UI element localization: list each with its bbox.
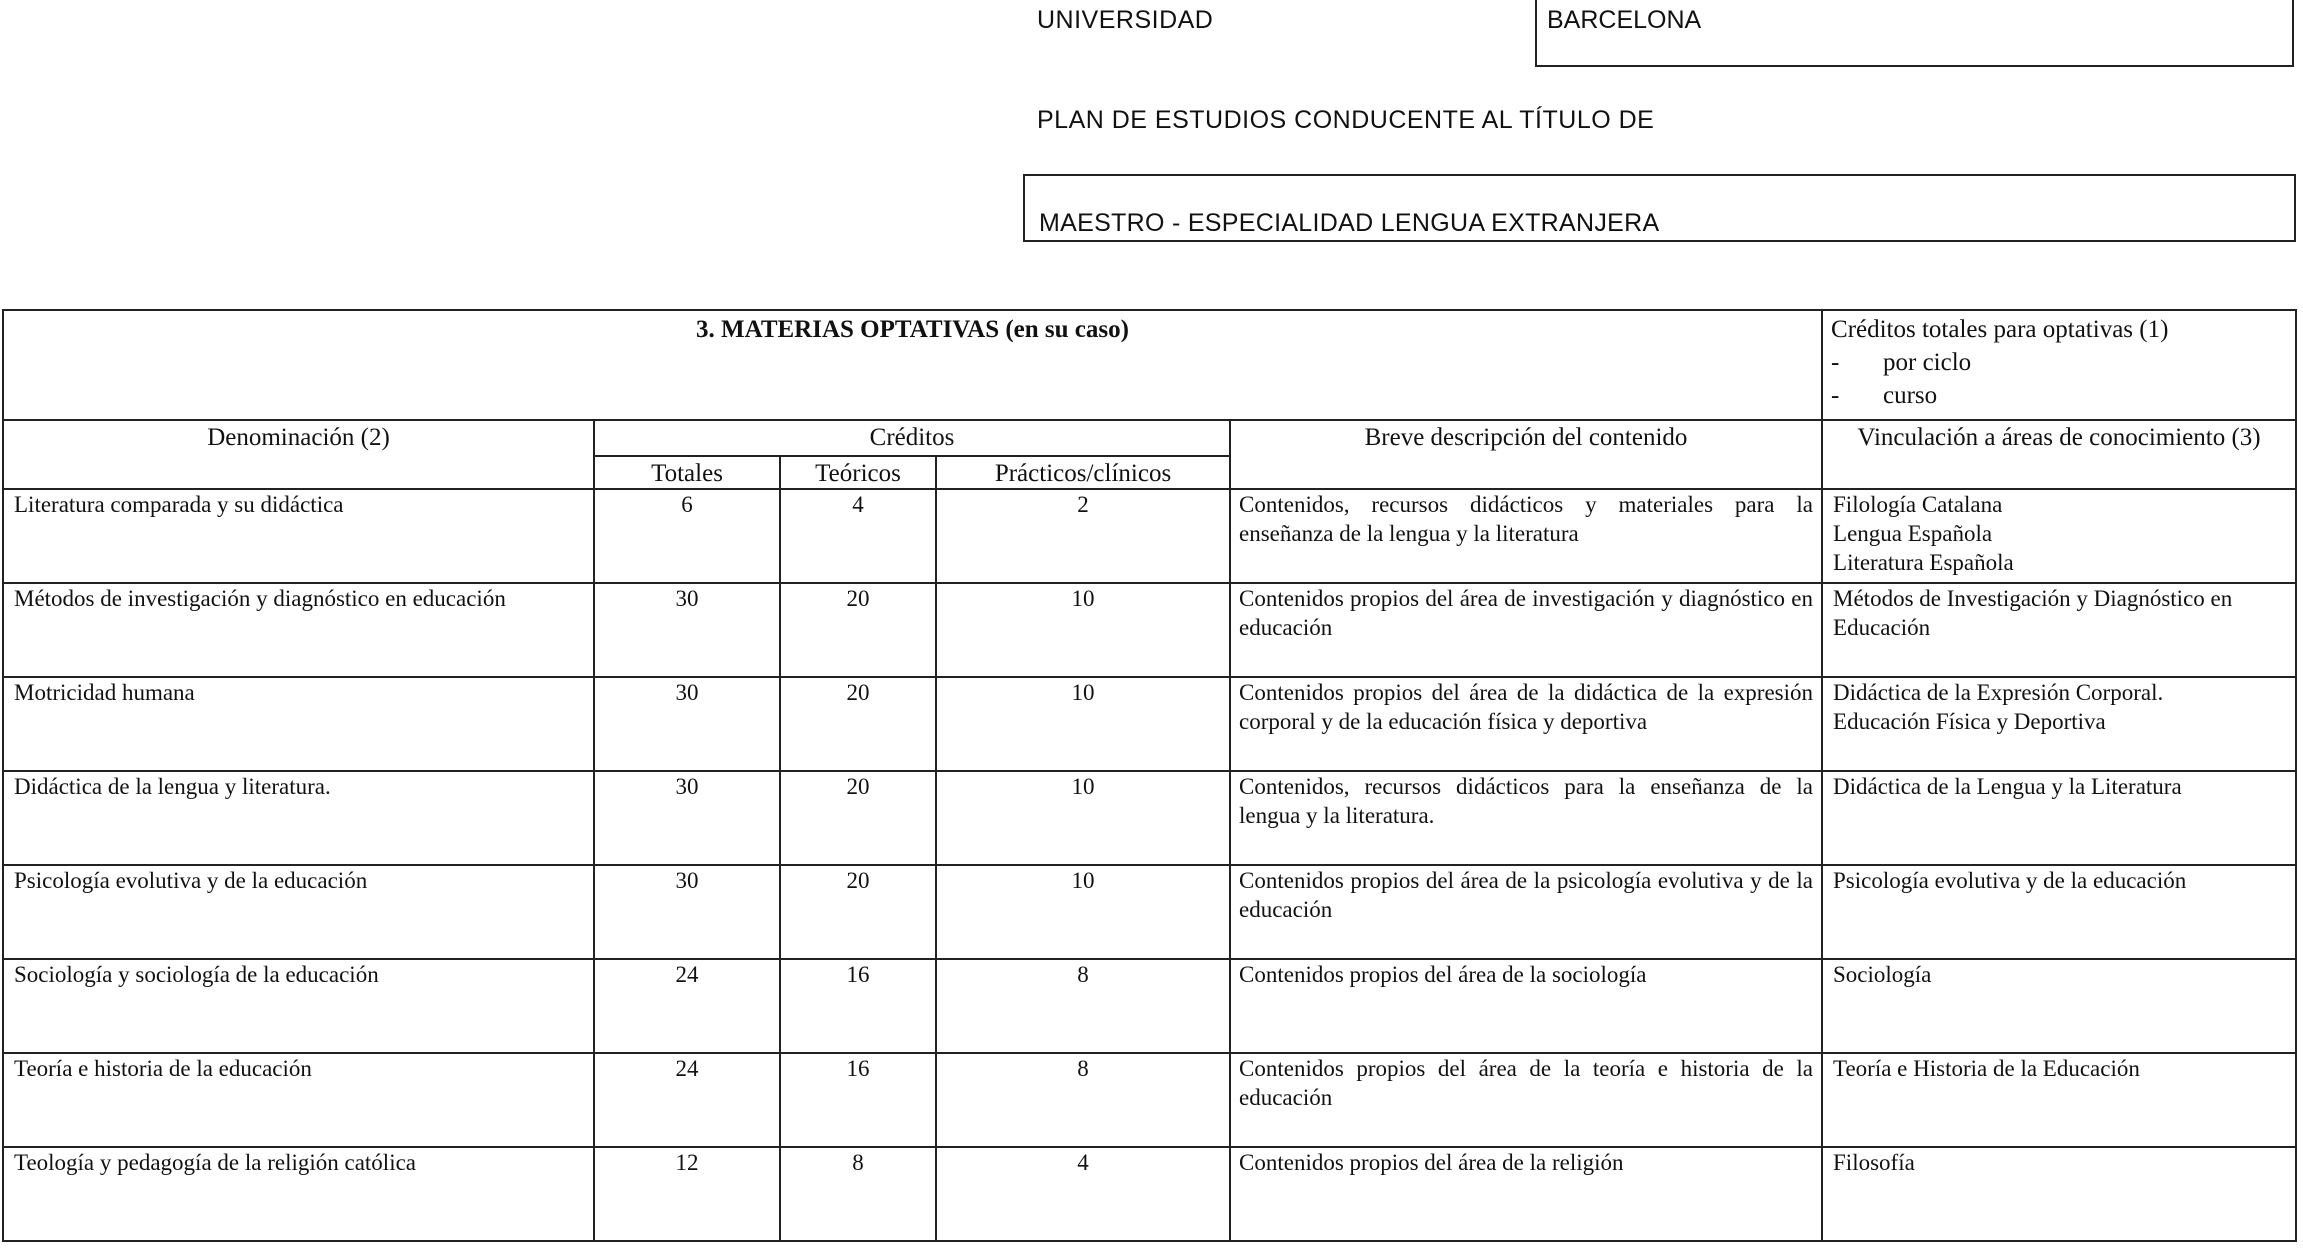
credits-teoricos: 8: [780, 1147, 936, 1241]
credits-practicos: 2: [936, 489, 1230, 583]
col-vinculacion: Vinculación a áreas de conocimiento (3): [1822, 420, 2296, 489]
credits-teoricos: 16: [780, 959, 936, 1053]
subject-name: Métodos de investigación y diagnóstico en educación: [3, 583, 594, 677]
knowledge-areas: [1822, 865, 2296, 959]
col-creditos: Créditos: [594, 420, 1230, 456]
knowledge-area: Filología Catalana: [1833, 492, 2003, 517]
knowledge-area: Lengua Española: [1833, 521, 1993, 546]
table-row: [3, 865, 2296, 959]
knowledge-areas: [1822, 771, 2296, 865]
plan-label: PLAN DE ESTUDIOS CONDUCENTE AL TÍTULO DE: [1037, 106, 1655, 134]
total-credits-cell: [1822, 310, 2296, 420]
knowledge-area: Didáctica de la Expresión Corporal.: [1833, 680, 2164, 705]
col-totales: Totales: [594, 456, 780, 489]
knowledge-areas: [1822, 959, 2296, 1053]
credits-totales: 30: [594, 583, 780, 677]
credits-practicos: 4: [936, 1147, 1230, 1241]
knowledge-area: Teoría e Historia de la Educación: [1833, 1056, 2140, 1081]
knowledge-area: Educación: [1833, 615, 1931, 640]
credits-practicos: 8: [936, 1053, 1230, 1147]
credits-practicos: 8: [936, 959, 1230, 1053]
subject-name: Motricidad humana: [3, 677, 594, 771]
credits-teoricos: 4: [780, 489, 936, 583]
knowledge-areas: [1822, 1147, 2296, 1241]
table-row: [3, 489, 2296, 583]
credits-practicos: 10: [936, 583, 1230, 677]
column-header-row: [3, 420, 2296, 456]
degree-title-value: MAESTRO - ESPECIALIDAD LENGUA EXTRANJERA: [1039, 209, 1660, 237]
credits-teoricos: 20: [780, 583, 936, 677]
knowledge-area: Didáctica de la Lengua y la Literatura: [1833, 774, 2182, 799]
credits-totales: 12: [594, 1147, 780, 1241]
subject-name: Didáctica de la lengua y literatura.: [3, 771, 594, 865]
col-teoricos: Teóricos: [780, 456, 936, 489]
optional-subjects-table: [2, 309, 2297, 1242]
table-row: [3, 959, 2296, 1053]
table-title-row: [3, 310, 2296, 420]
university-value: BARCELONA: [1547, 6, 1702, 34]
knowledge-areas: [1822, 1053, 2296, 1147]
credits-practicos: 10: [936, 677, 1230, 771]
table-row: [3, 583, 2296, 677]
knowledge-area: Métodos de Investigación y Diagnóstico en: [1833, 586, 2233, 611]
credits-teoricos: 16: [780, 1053, 936, 1147]
knowledge-areas: [1822, 489, 2296, 583]
content-description: Contenidos propios del área de la religión: [1230, 1147, 1822, 1241]
knowledge-area: Sociología: [1833, 962, 1932, 987]
credits-totales: 24: [594, 1053, 780, 1147]
content-description: Contenidos propios del área de la didáctica de la expresión corporal y de la educación física y deportiva: [1230, 677, 1822, 771]
credits-totales: 6: [594, 489, 780, 583]
content-description: Contenidos propios del área de la teoría e historia de la educación: [1230, 1053, 1822, 1147]
subject-name: Teología y pedagogía de la religión católica: [3, 1147, 594, 1241]
total-credits-heading: Créditos totales para optativas (1): [1831, 316, 2169, 343]
knowledge-area: Filosofía: [1833, 1150, 1915, 1175]
credits-teoricos: 20: [780, 865, 936, 959]
credits-teoricos: 20: [780, 677, 936, 771]
university-label: UNIVERSIDAD: [1037, 6, 1214, 34]
credits-teoricos: 20: [780, 771, 936, 865]
content-description: Contenidos propios del área de la psicología evolutiva y de la educación: [1230, 865, 1822, 959]
total-credits-item: - curso: [1831, 382, 1938, 409]
content-description: Contenidos propios del área de investigación y diagnóstico en educación: [1230, 583, 1822, 677]
col-practicos: Prácticos/clínicos: [936, 456, 1230, 489]
knowledge-area: Literatura Española: [1833, 550, 2014, 575]
table-row: [3, 1147, 2296, 1241]
subject-name: Psicología evolutiva y de la educación: [3, 865, 594, 959]
col-denominacion: Denominación (2): [3, 420, 594, 489]
credits-totales: 30: [594, 865, 780, 959]
table-row: [3, 1053, 2296, 1147]
credits-totales: 30: [594, 677, 780, 771]
content-description: Contenidos, recursos didácticos para la enseñanza de la lengua y la literatura.: [1230, 771, 1822, 865]
col-descripcion: Breve descripción del contenido: [1230, 420, 1822, 489]
university-field: [1535, 0, 2294, 67]
credits-practicos: 10: [936, 771, 1230, 865]
section-title: 3. MATERIAS OPTATIVAS (en su caso): [3, 310, 1822, 420]
subject-name: Literatura comparada y su didáctica: [3, 489, 594, 583]
knowledge-areas: [1822, 677, 2296, 771]
table-row: [3, 771, 2296, 865]
knowledge-area: Psicología evolutiva y de la educación: [1833, 868, 2187, 893]
knowledge-area: Educación Física y Deportiva: [1833, 709, 2106, 734]
content-description: Contenidos, recursos didácticos y materiales para la enseñanza de la lengua y la literatura: [1230, 489, 1822, 583]
degree-title-field: [1023, 174, 2296, 242]
credits-totales: 24: [594, 959, 780, 1053]
table-row: [3, 677, 2296, 771]
subject-name: Sociología y sociología de la educación: [3, 959, 594, 1053]
total-credits-item: - por ciclo: [1831, 349, 1972, 376]
subject-name: Teoría e historia de la educación: [3, 1053, 594, 1147]
content-description: Contenidos propios del área de la sociología: [1230, 959, 1822, 1053]
credits-practicos: 10: [936, 865, 1230, 959]
knowledge-areas: [1822, 583, 2296, 677]
credits-totales: 30: [594, 771, 780, 865]
